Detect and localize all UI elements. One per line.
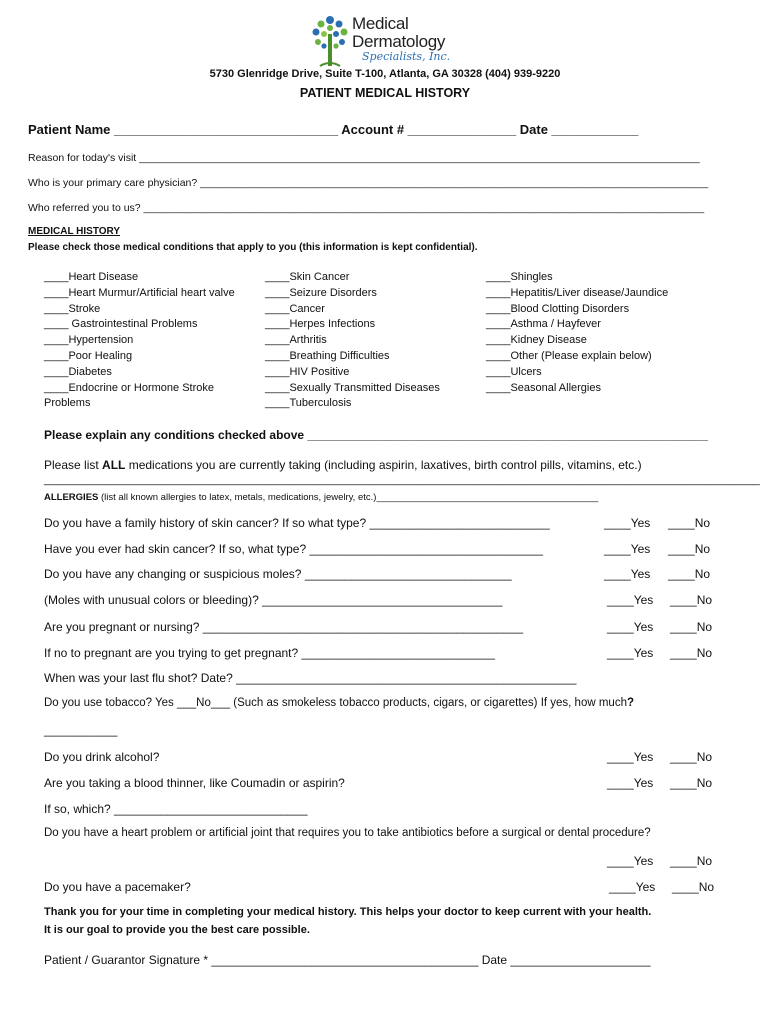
no-option[interactable]: ____No [668,542,711,556]
no-option[interactable]: ____No [672,880,715,894]
condition-item[interactable]: ____Endocrine or Hormone Stroke [44,381,214,394]
no-option[interactable]: ____No [670,854,713,868]
address: 5730 Glenridge Drive, Suite T-100, Atlanta, GA 30328 (404) 939-9220 [209,68,561,80]
no-option[interactable]: ____No [668,516,711,530]
medical-history-instruction: Please check those medical conditions that apply to you (this information is kept confidential). [28,242,478,253]
condition-item[interactable]: ____Seasonal Allergies [486,381,601,394]
yes-option[interactable]: ____Yes [604,542,651,556]
logo-line2: Dermatology [352,32,446,51]
condition-item[interactable]: ____Other (Please explain below) [486,349,652,362]
explain-conditions-line[interactable]: Please explain any conditions checked above ____________________________________________________________ [44,428,708,442]
logo-line3: Specialists, Inc. [362,50,451,63]
patient-name-account-date-line[interactable]: Patient Name _______________________________ Account # _______________ Date ____________ [28,122,639,137]
yes-option[interactable]: ____Yes [607,854,654,868]
page-title: PATIENT MEDICAL HISTORY [299,86,471,100]
no-option[interactable]: ____No [670,646,713,660]
tobacco-amount-line[interactable]: ___________ [44,723,118,737]
yes-option[interactable]: ____Yes [607,750,654,764]
condition-item[interactable]: ____Herpes Infections [265,318,376,331]
conditions-col2 [265,270,440,412]
condition-item[interactable]: ____Arthritis [265,334,327,347]
question-had-skin-cancer[interactable]: Have you ever had skin cancer? If so, what type? ___________________________________ [44,542,544,556]
blood-thinner-which-line[interactable]: If so, which? _____________________________ [44,802,308,816]
thank-you-line2: It is our goal to provide you the best care possible. [44,924,310,936]
yes-option[interactable]: ____Yes [609,880,656,894]
yes-option[interactable]: ____Yes [604,567,651,581]
flu-shot-line[interactable]: When was your last flu shot? Date? ___________________________________________________ [44,671,577,685]
no-option[interactable]: ____No [670,750,713,764]
no-option[interactable]: ____No [670,776,713,790]
condition-item[interactable]: ____Blood Clotting Disorders [486,302,630,315]
yes-option[interactable]: ____Yes [604,516,651,530]
no-option[interactable]: ____No [668,567,711,581]
condition-item[interactable]: ____Heart Murmur/Artificial heart valve [44,286,235,299]
condition-item[interactable]: ____Poor Healing [44,349,133,362]
referred-by-line[interactable]: Who referred you to us? ________________________________________________________________________________________________ [28,202,705,214]
yes-option[interactable]: ____Yes [607,593,654,607]
no-option[interactable]: ____No [670,593,713,607]
logo-tree-icon [310,12,350,70]
reason-for-visit-line[interactable]: Reason for today's visit ________________________________________________________________________________________________ [28,152,700,164]
condition-item[interactable]: ____Kidney Disease [486,334,587,347]
question-pregnant-nursing[interactable]: Are you pregnant or nursing? ________________________________________________ [44,620,524,634]
condition-item[interactable]: ____Seizure Disorders [265,286,377,299]
question-suspicious-moles[interactable]: Do you have any changing or suspicious moles? _______________________________ [44,567,512,581]
question-blood-thinner: Are you taking a blood thinner, like Coumadin or aspirin? [44,776,345,790]
condition-item[interactable]: ____Heart Disease [44,271,139,283]
thank-you-line1: Thank you for your time in completing your medical history. This helps your doctor to keep current with your health. [44,906,652,918]
question-trying-pregnant[interactable]: If no to pregnant are you trying to get pregnant? _____________________________ [44,646,496,660]
yes-option[interactable]: ____Yes [607,776,654,790]
logo-line1: Medical [352,14,409,33]
condition-item[interactable]: ____Tuberculosis [265,397,352,410]
condition-item[interactable]: ____Stroke [44,302,101,315]
condition-item[interactable]: ____Shingles [486,271,553,283]
medications-line[interactable]: _____________________________________________________________________________________________________________________ [44,474,760,486]
no-option[interactable]: ____No [670,620,713,634]
signature-date-line[interactable]: Patient / Guarantor Signature * ________________________________________ Date _____________________ [44,953,651,967]
medications-prompt: Please list ALL medications you are currently taking (including aspirin, laxatives, birth control pills, vitamins, etc.) [44,458,642,472]
allergies-line[interactable]: ALLERGIES (list all known allergies to latex, metals, medications, jewelry, etc.)__________________________________________ [44,492,599,503]
condition-item[interactable]: ____Diabetes [44,365,112,378]
condition-item[interactable]: ____HIV Positive [265,365,350,378]
condition-item[interactable]: ____ Gastrointestinal Problems [44,318,198,331]
condition-item[interactable]: ____Skin Cancer [265,271,350,283]
condition-item[interactable]: ____Ulcers [486,365,542,378]
yes-option[interactable]: ____Yes [607,646,654,660]
question-unusual-moles[interactable]: (Moles with unusual colors or bleeding)? ____________________________________ [44,593,503,607]
condition-item[interactable]: ____Hypertension [44,334,134,347]
question-heart-problem: Do you have a heart problem or artificial joint that requires you to take antibiotics before a surgical or dental procedure? [44,827,651,839]
condition-item[interactable]: ____Cancer [265,302,325,315]
medical-history-heading: MEDICAL HISTORY [28,226,121,237]
question-pacemaker: Do you have a pacemaker? [44,880,191,894]
question-alcohol: Do you drink alcohol? [44,750,160,764]
conditions-col1 [44,270,235,412]
question-family-skin-cancer[interactable]: Do you have a family history of skin cancer? If so what type? ___________________________ [44,516,550,530]
condition-item[interactable]: ____Sexually Transmitted Diseases [265,381,440,394]
logo [310,10,470,70]
primary-physician-line[interactable]: Who is your primary care physician? _______________________________________________________________________________________ [28,177,709,189]
yes-option[interactable]: ____Yes [607,620,654,634]
conditions-col3 [486,270,668,396]
tobacco-question[interactable]: Do you use tobacco? Yes ___No___ (Such as smokeless tobacco products, cigars, or cigarettes) If yes, how much? [44,697,635,709]
condition-item[interactable]: ____Hepatitis/Liver disease/Jaundice [486,286,669,299]
condition-item[interactable]: ____Breathing Difficulties [265,349,390,362]
condition-item[interactable]: ____Asthma / Hayfever [486,318,601,331]
condition-item-continued: Problems [44,397,91,410]
